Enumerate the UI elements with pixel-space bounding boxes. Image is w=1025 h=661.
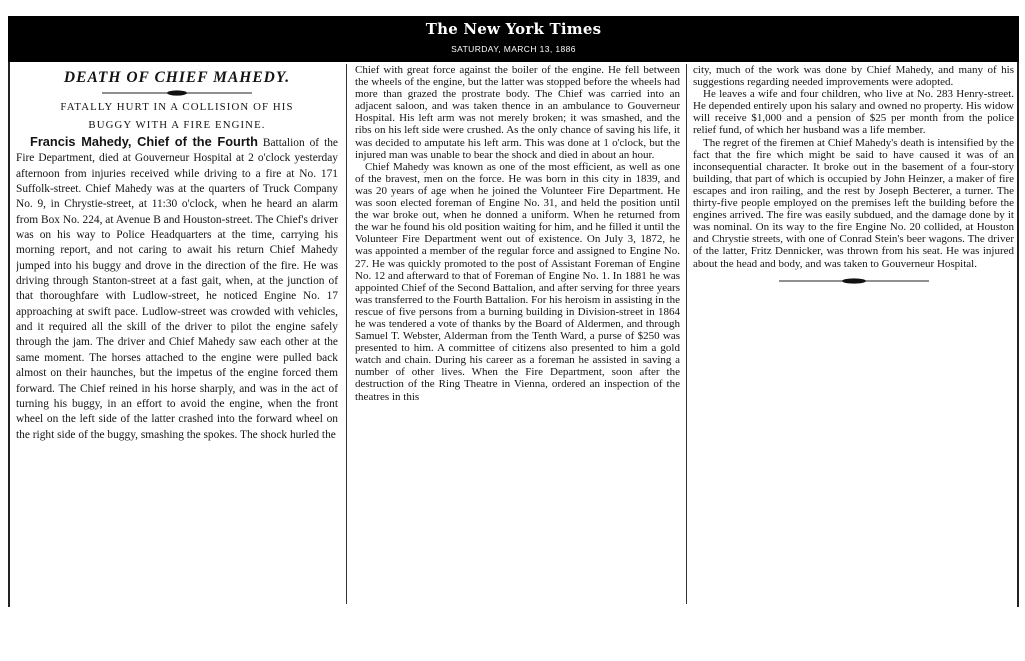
article-body-text: Battalion of the Fire Department, died at Gouverneur Hospital at 2 o'clock yesterday afternoon from injuries received while driving to a fire at No. 171 Suffolk-street. Chief Mahedy was at the quarters of Truck Company No. 9, in Chrystie-street, at 11:30 o'clock, when he heard an alarm from Box No. 224, at Avenue B and Houston-street. The Chief's driver was on his way to Police Headquarters at the time, carrying his morning report, and not caring to await his return Chief Mahedy jumped into his buggy and drove in the direction of the fire. He was driving through Stanton-street at a fast gait, when, at the junction of that thoroughfare with Ludlow-street, he noticed Engine No. 17 approaching at swift pace. Ludlow-street was crowded with vehicles, and it required all the skill of the driver to pilot the engine safely through the jam. The driver and Chief Mahedy saw each other at the same moment. The horses attached to the engine were pulled back almost on their haunches, but the impetus of the engine forced them forward. The Chief reined in his horse sharply, and was in the act of turning his buggy, in an effort to avoid the engine, when the front wheel on the left side of the latter crashed into the forward wheel on the right side of the buggy, smashing the spokes. The shock hurled the [16, 137, 338, 441]
dateline: SATURDAY, MARCH 13, 1886 [451, 44, 576, 54]
column-rule [346, 64, 347, 604]
article-subhead: BUGGY WITH A FIRE ENGINE. [88, 119, 266, 131]
article-paragraph: Chief Mahedy was known as one of the most efficient, as well as one of the bravest, men on the force. He was born in this city in 1839, and was 20 years of age when he joined the Volunteer Fire Department. He was soon elected foreman of Engine No. 31, and held the position until the war broke out, when he donned a uniform. When he returned from the war he found his old position waiting for him, and he filled it until the Volunteer Fire Department went out of existence. On July 3, 1872, he was appointed a member of the regular force and assigned to Engine No. 27. He was quickly promoted to the post of Assistant Foreman of Engine No. 12 and afterward to that of Foreman of Engine No. 1. In 1881 he was appointed Chief of the Second Battalion, and after serving for three years was transferred to the Fourth Battalion. For his heroism in assisting in the rescue of five persons from a burning building in Division-street in 1864 he was tendered a vote of thanks by the Board of Aldermen, and through Samuel T. Webster, Alderman from the Tenth Ward, a purse of $250 was presented to him. A committee of citizens also presented to him a gold watch and chain. During his career as a foreman he assisted in saving a number of other lives. When the Fire Department, soon after the destruction of the Ring Theatre in Vienna, ordered an inspection of the theatres in this [355, 160, 680, 403]
article-column-1 [16, 64, 338, 604]
newspaper-header [8, 16, 1019, 62]
article-lead-in: Francis Mahedy, Chief of the Fourth [30, 134, 258, 149]
article-column-2 [355, 64, 680, 604]
article-paragraph: city, much of the work was done by Chief Mahedy, and many of his suggestions regarding needed improvements were adopted. [693, 64, 1014, 89]
article-lead-paragraph [16, 134, 338, 443]
article-column-3 [693, 64, 1014, 604]
clipping-right-border [1017, 62, 1019, 607]
article-subhead: FATALLY HURT IN A COLLISION OF HIS [60, 101, 294, 113]
clipping-left-border [8, 62, 10, 607]
article-end-ornament [779, 278, 929, 284]
article-paragraph: He leaves a wife and four children, who live at No. 283 Henry-street. He depended entirely upon his salary and owned no property. His widow will receive $1,000 and a pension of $25 per month from the police relief fund, of which her husband was a life member. [693, 88, 1014, 137]
article-paragraph: Chief with great force against the boiler of the engine. He fell between the wheels of the engine, but the latter was stopped before the wheels had more than grazed the prostrate body. The Chief was carried into an adjacent saloon, and was taken thence in an ambulance to Gouverneur Hospital. His left arm was not merely broken; it was smashed, and the ribs on his left side were crushed. As the only chance of saving his life, it was decided to amputate his left arm. This was done at 1 o'clock, but the injured man was unable to bear the shock and died in about an hour. [355, 64, 680, 161]
headline-rule-ornament [102, 90, 252, 96]
article-headline: DEATH OF CHIEF MAHEDY. [63, 69, 291, 86]
masthead: The New York Times [425, 20, 602, 38]
column-rule [686, 64, 687, 604]
article-paragraph: The regret of the firemen at Chief Mahedy's death is intensified by the fact that the fire which might be said to have caused it was of an inconsequential character. It broke out in the basement of a four-story building, that part of which is occupied by John Heinzer, a maker of fire escapes and iron railing, and the rest by Joseph Becterer, a turner. The thirty-five people employed on the premises left the building before the engines arrived. The fire was easily subdued, and the damage done by it was nominal. On its way to the fire Engine No. 20 collided, at Houston and Chrystie streets, with one of Conrad Stein's beer wagons. The driver of the latter, Fritz Dennicker, was thrown from his seat. He was injured about the head and body, and was taken to Gouverneur Hospital. [693, 136, 1014, 270]
